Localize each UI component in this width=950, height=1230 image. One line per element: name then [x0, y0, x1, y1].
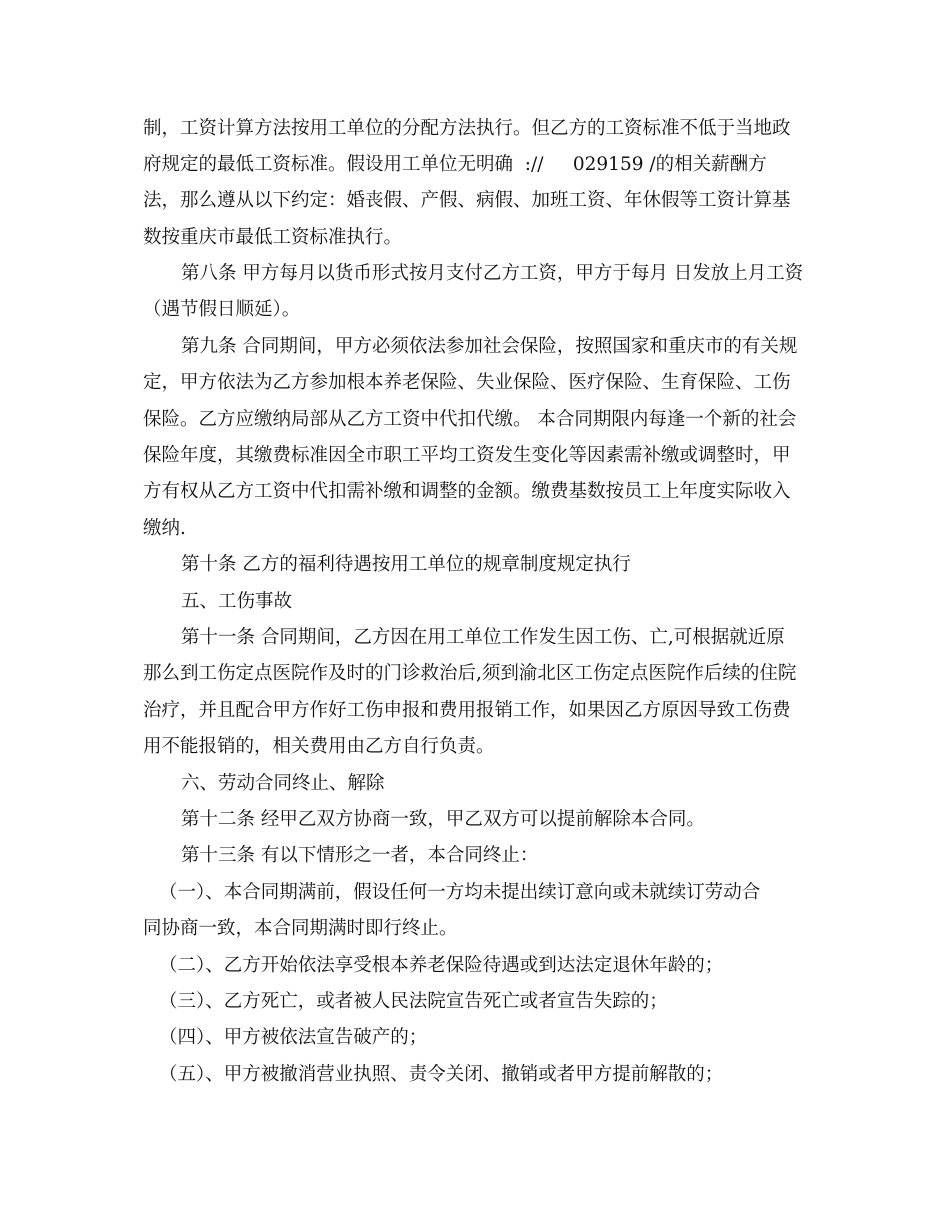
text-line: 方有权从乙方工资中代扣需补缴和调整的金额。缴费基数按员工上年度实际收入 [143, 481, 791, 502]
section-heading-5: 五、工伤事故 [181, 591, 293, 612]
text-line: 数按重庆市最低工资标准执行。 [143, 227, 403, 248]
text-line: 缴纳. [143, 518, 186, 539]
article-12: 第十二条 经甲乙双方协商一致，甲乙双方可以提前解除本合同。 [181, 809, 705, 830]
text-line: 定，甲方依法为乙方参加根本养老保险、失业保险、医疗保险、生育保险、工伤 [143, 372, 791, 393]
clause-3: （三）、乙方死亡，或者被人民法院宣告死亡或者宣告失踪的； [159, 991, 668, 1012]
text-line: 制，工资计算方法按用工单位的分配方法执行。但乙方的工资标准不低于当地政 [143, 118, 791, 139]
article-10: 第十条 乙方的福利待遇按用工单位的规章制度规定执行 [181, 554, 631, 575]
text-line: 治疗，并且配合甲方作好工伤申报和费用报销工作，如果因乙方原因导致工伤费 [143, 700, 791, 721]
text-line: 那么到工伤定点医院作及时的门诊救治后,须到渝北区工伤定点医院作后续的住院 [143, 663, 797, 684]
text-line: 用不能报销的，相关费用由乙方自行负责。 [143, 736, 495, 757]
article-8: 第八条 甲方每月以货币形式按月支付乙方工资，甲方于每月 日发放上月工资 [181, 263, 804, 284]
text-line: 保险。乙方应缴纳局部从乙方工资中代扣代缴。 本合同期限内每逢一个新的社会 [143, 409, 797, 430]
clause-2: （二）、乙方开始依法享受根本养老保险待遇或到达法定退休年龄的； [159, 955, 724, 976]
text-line: 府规定的最低工资标准。假设用工单位无明确 :// 029159 /的相关薪酬方 [143, 154, 767, 175]
text-line: 保险年度，其缴费标准因全市职工平均工资发生变化等因素需补缴或调整时，甲 [143, 445, 791, 466]
article-13: 第十三条 有以下情形之一者，本合同终止： [181, 845, 539, 866]
article-9: 第九条 合同期间，甲方必须依法参加社会保险，按照国家和重庆市的有关规 [181, 336, 798, 357]
text-line: 同协商一致，本合同期满时即行终止。 [143, 918, 458, 939]
text-line: 法，那么遵从以下约定：婚丧假、产假、病假、加班工资、年休假等工资计算基 [143, 190, 791, 211]
clause-4: （四）、甲方被依法宣告破产的； [159, 1027, 428, 1048]
text-line: （遇节假日顺延）。 [143, 299, 301, 320]
section-heading-6: 六、劳动合同终止、解除 [181, 773, 385, 794]
clause-1: （一）、本合同期满前，假设任何一方均未提出续订意向或未就续订劳动合 [159, 882, 761, 903]
article-11: 第十一条 合同期间，乙方因在用工单位工作发生因工伤、亡,可根据就近原 [181, 627, 785, 648]
clause-5: （五）、甲方被撤消营业执照、责令关闭、撤销或者甲方提前解散的； [159, 1064, 724, 1085]
